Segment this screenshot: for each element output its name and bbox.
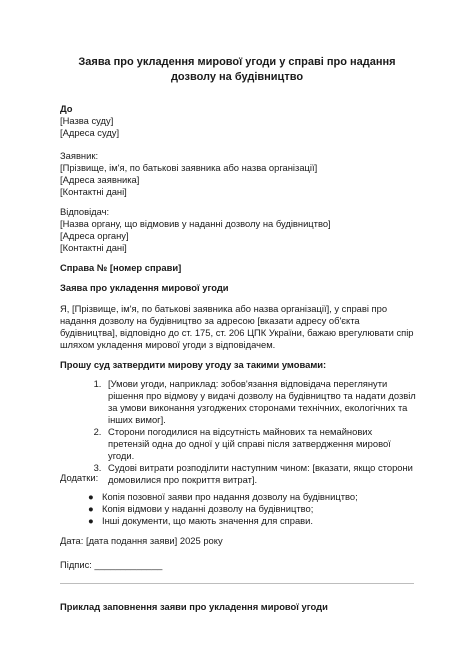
request-heading: Прошу суд затвердити мирову угоду за такими умовами: — [60, 359, 327, 370]
document-title: Заява про укладення мирової угоди у справі про надання дозволу на будівництво — [78, 56, 396, 83]
respondent-block — [60, 206, 416, 254]
bullet-icon: ● — [88, 491, 94, 502]
condition-item: 2. Сторони погодилися на відсутність майнових та немайнових претензій одна до одної у цій справі після затвердження мирової угоди. — [104, 426, 416, 462]
attachment-item — [88, 515, 416, 527]
example-heading: Приклад заповнення заяви про укладення мирової угоди — [60, 601, 328, 612]
court-name: [Назва суду] — [60, 115, 114, 126]
attachments-list — [60, 491, 416, 527]
attachment-text: Копія позовної заяви про надання дозволу на будівництво; — [102, 491, 358, 502]
attachment-text: Інші документи, що мають значення для справи. — [102, 515, 313, 526]
court-address: [Адреса суду] — [60, 127, 120, 138]
respondent-name: [Назва органу, що відмовив у наданні дозволу на будівництво] — [60, 218, 331, 229]
signature-line: Підпис: _____________ — [60, 559, 163, 570]
condition-item: 3. Судові витрати розподілити наступним чином: [вказати, якщо сторони домовилися про покриття витрат]. — [104, 462, 416, 486]
bullet-icon: ● — [88, 515, 94, 526]
subject-heading: Заява про укладення мирової угоди — [60, 282, 229, 293]
respondent-address: [Адреса органу] — [60, 230, 129, 241]
applicant-contacts: [Контактні дані] — [60, 186, 127, 197]
case-number: Справа № [номер справи] — [60, 262, 182, 273]
applicant-heading: Заявник: — [60, 150, 99, 161]
intro-paragraph: Я, [Прізвище, ім'я, по батькові заявника або назва організації], у справі про надання дозволу на будівництво за адресою [вказати адресу об'єкта будівництва], відповідно до ст. 175, ст. 206 ЦПК України, бажаю врегулювати спір шляхом укладення мирової угоди з відповідачем. — [60, 303, 414, 350]
respondent-contacts: [Контактні дані] — [60, 242, 127, 253]
attachment-text: Копія відмови у наданні дозволу на будівництво; — [102, 503, 314, 514]
addressee-block — [60, 103, 416, 139]
addressee-heading: До — [60, 103, 73, 114]
attachment-item — [88, 503, 416, 515]
attachments-heading: Додатки: — [60, 472, 99, 483]
applicant-name: [Прізвище, ім'я, по батькові заявника або назва організації] — [60, 162, 318, 173]
applicant-address: [Адреса заявника] — [60, 174, 140, 185]
applicant-block — [60, 150, 416, 198]
respondent-heading: Відповідач: — [60, 206, 110, 217]
bullet-icon: ● — [88, 503, 94, 514]
date-line: Дата: [дата подання заяви] 2025 року — [60, 535, 223, 546]
condition-item: 1. [Умови угоди, наприклад: зобов'язання відповідача переглянути рішення про відмову у видачі дозволу на будівництво та надати дозвіл за умови виконання узгоджених сторонами технічних, екологічних та інших вимог]. — [104, 378, 416, 426]
horizontal-divider — [60, 583, 414, 584]
conditions-list — [60, 378, 416, 486]
attachment-item — [88, 491, 416, 503]
